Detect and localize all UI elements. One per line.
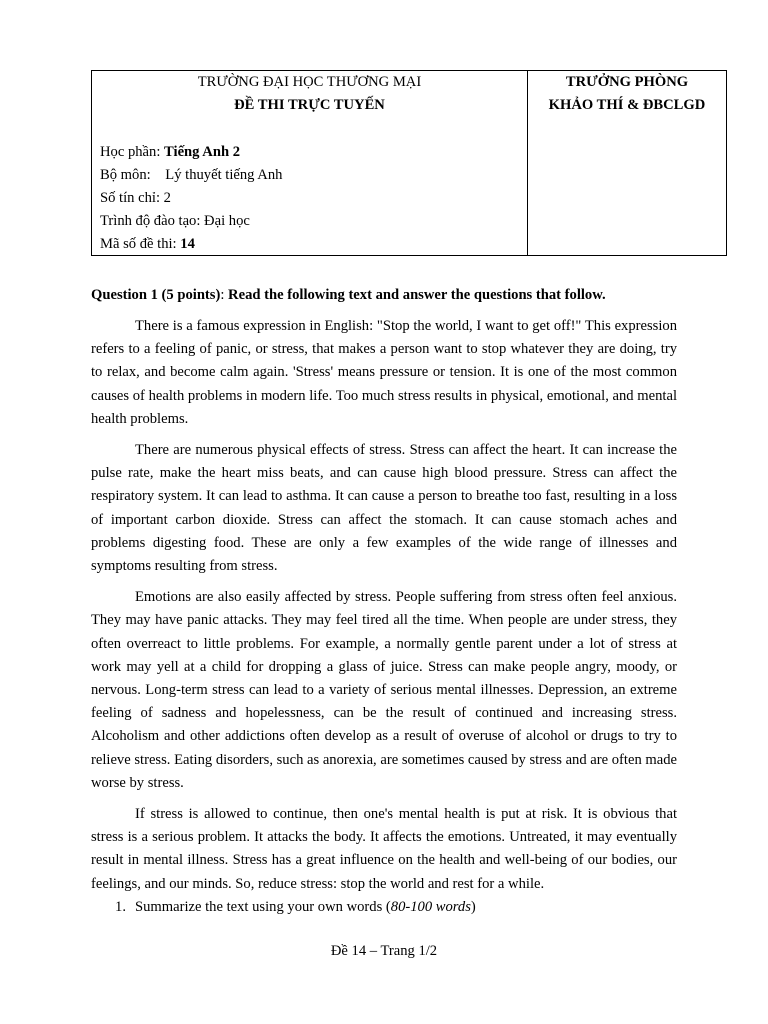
office-title-line1: TRƯỞNG PHÒNG [565, 74, 689, 90]
task-text-main: Summarize the text using your own words ( [135, 898, 391, 915]
course-line [100, 141, 519, 164]
course-label: Học phần: [100, 143, 165, 160]
page-footer: Đề 14 – Trang 1/2 [330, 943, 438, 959]
exam-code-value: 14 [180, 236, 195, 253]
paragraph-4: If stress is allowed to continue, then one's mental health is put at risk. It is obvious that stress is a serious problem. It attacks the body. It affects the emotions. Untreated, it may eventually result in mental illness. Stress has a great influence on the health and well-being of our bodies, our feelings, and our minds. So, reduce stress: stop the world and rest for a while. [91, 806, 677, 892]
header-table [91, 70, 727, 256]
question-instruction: Read the following text and answer the questions that follow. [228, 287, 606, 303]
exam-title: ĐỀ THI TRỰC TUYẾN [234, 97, 385, 114]
credits-line: Số tín chỉ: 2 [100, 190, 171, 206]
university-name: TRƯỜNG ĐẠI HỌC THƯƠNG MẠI [197, 74, 422, 90]
reading-passage [91, 315, 677, 919]
paragraph-3: Emotions are also easily affected by stress. People suffering from stress often feel anxious. They may have panic attacks. They may feel tired all the time. When people are under stress, they often overreact to little problems. For example, a normally gentle parent under a lot of stress at work may yell at a child for dropping a glass of juice. Stress can make people angry, moody, or nervous. Long-term stress can lead to a variety of serious mental illnesses. Depression, an extreme feeling of sadness and hopelessness, can be the result of continued and increasing stress. Alcoholism and other addictions often develop as a result of overuse of alcohol or drugs to try to relieve stress. Eating disorders, such as anorexia, are sometimes caused by stress and are often made worse by stress. [91, 589, 677, 791]
paragraph-2: There are numerous physical effects of stress. Stress can affect the heart. It can increase the pulse rate, make the heart miss beats, and can cause high blood pressure. Stress can affect the respiratory system. It can lead to asthma. It can cause a person to breathe too fast, resulting in a loss of important carbon dioxide. Stress can affect the stomach. It can cause stomach aches and problems digesting food. These are only a few examples of the wide range of illnesses and symptoms resulting from stress. [91, 442, 677, 575]
task-item [91, 896, 677, 919]
header-left-cell [92, 71, 528, 255]
header-spacer [100, 117, 519, 140]
exam-code-label: Mã số đề thi: [100, 236, 181, 253]
question-label: Question 1 (5 points) [91, 287, 221, 303]
department-value: Lý thuyết tiếng Anh [165, 166, 283, 183]
task-number: 1. [115, 898, 126, 915]
office-title-line2: KHẢO THÍ & ĐBCLGD [548, 97, 706, 114]
department-line [100, 164, 519, 187]
paragraph-1: There is a famous expression in English: "Stop the world, I want to get off!" This expression refers to a feeling of panic, or stress, that makes a person want to stop whatever they are doing, try to relax, and become calm again. 'Stress' means pressure or tension. It is one of the most common causes of health problems in modern life. Too much stress results in physical, emotional, and mental health problems. [91, 318, 677, 427]
course-value: Tiếng Anh 2 [164, 143, 241, 160]
exam-code-line [100, 233, 519, 256]
question-heading [91, 284, 677, 307]
question-separator: : [220, 287, 229, 303]
task-text [135, 896, 476, 919]
level-line: Trình độ đào tạo: Đại học [100, 213, 250, 230]
header-right-cell [528, 71, 726, 255]
department-label: Bộ môn: [100, 166, 166, 183]
task-word-count: 80-100 words [390, 898, 471, 915]
task-text-close: ) [470, 898, 476, 915]
